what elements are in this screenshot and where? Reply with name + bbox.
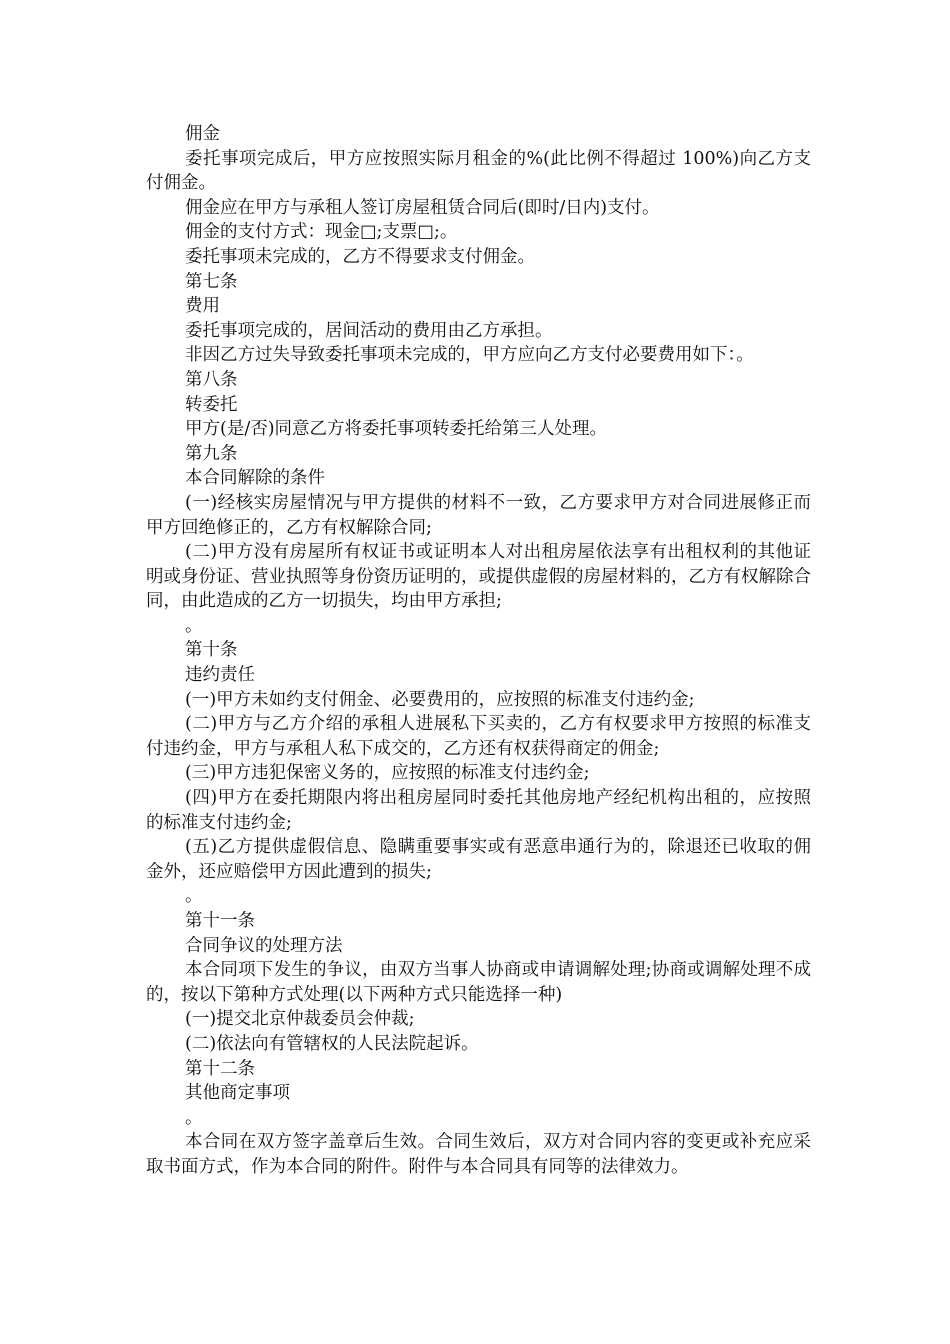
section-heading: 其他商定事项 [185,1083,290,1104]
article-number: 第十二条 [185,1058,255,1079]
article-number: 第八条 [185,369,238,390]
section-heading: 违约责任 [185,665,255,686]
clause-paragraph: 委托事项完成的，居间活动的费用由乙方承担。 [185,320,553,341]
clause-paragraph: (二)甲方与乙方介绍的承租人进展私下买卖的，乙方有权要求甲方按照的标准支付违约金，甲方与承租人私下成交的，乙方还有权获得商定的佣金; [146,714,811,759]
section-heading: 合同争议的处理方法 [185,935,343,956]
clause-paragraph: 委托事项未完成的，乙方不得要求支付佣金。 [185,246,535,267]
clause-paragraph: (一)甲方未如约支付佣金、必要费用的，应按照的标准支付违约金; [185,689,695,710]
clause-paragraph: (一)经核实房屋情况与甲方提供的材料不一致，乙方要求甲方对合同进展修正而甲方回绝修正的，乙方有权解除合同; [146,492,811,538]
section-heading: 费用 [185,296,220,317]
blank-placeholder: 。 [185,615,203,636]
clause-paragraph: (一)提交北京仲裁委员会仲裁; [185,1009,415,1030]
clause-paragraph: (五)乙方提供虚假信息、隐瞒重要事实或有恶意串通行为的，除退还已收取的佣金外，还应赔偿甲方因此遭到的损失; [146,837,811,882]
clause-paragraph: 甲方(是/否)同意乙方将委托事项转委托给第三人处理。 [185,419,608,440]
article-number: 第七条 [185,271,238,292]
clause-paragraph: 本合同项下发生的争议，由双方当事人协商或申请调解处理;协商或调解处理不成的，按以下第种方式处理(以下两种方式只能选择一种) [146,960,811,1005]
document-body [146,122,811,1180]
section-heading: 本合同解除的条件 [185,468,325,489]
section-heading: 佣金 [185,124,220,144]
clause-paragraph: (四)甲方在委托期限内将出租房屋同时委托其他房地产经纪机构出租的，应按照的标准支付违约金; [146,788,811,833]
blank-placeholder: 。 [185,886,203,907]
article-number: 第九条 [185,443,238,464]
blank-placeholder: 。 [185,1107,203,1128]
clause-paragraph: (二)甲方没有房屋所有权证书或证明本人对出租房屋依法享有出租权利的其他证明或身份证、营业执照等身份资历证明的，或提供虚假的房屋材料的，乙方有权解除合同，由此造成的乙方一切损失，均由甲方承担; [146,542,811,612]
clause-paragraph: (二)依法向有管辖权的人民法院起诉。 [185,1033,479,1054]
clause-paragraph: 本合同在双方签字盖章后生效。合同生效后，双方对合同内容的变更或补充应采取书面方式，作为本合同的附件。附件与本合同具有同等的法律效力。 [146,1132,811,1177]
clause-paragraph: 佣金应在甲方与承租人签订房屋租赁合同后(即时/日内)支付。 [185,197,660,218]
clause-paragraph: 委托事项完成后，甲方应按照实际月租金的%(此比例不得超过 100%)向乙方支付佣金。 [146,148,811,194]
section-heading: 转委托 [185,394,238,415]
clause-paragraph: 非因乙方过失导致委托事项未完成的，甲方应向乙方支付必要费用如下：。 [185,345,754,366]
article-number: 第十一条 [185,911,255,931]
clause-paragraph: (三)甲方违犯保密义务的，应按照的标准支付违约金; [185,763,590,784]
clause-paragraph: 佣金的支付方式：现金□;支票□;。 [185,222,458,243]
article-number: 第十条 [185,640,238,661]
